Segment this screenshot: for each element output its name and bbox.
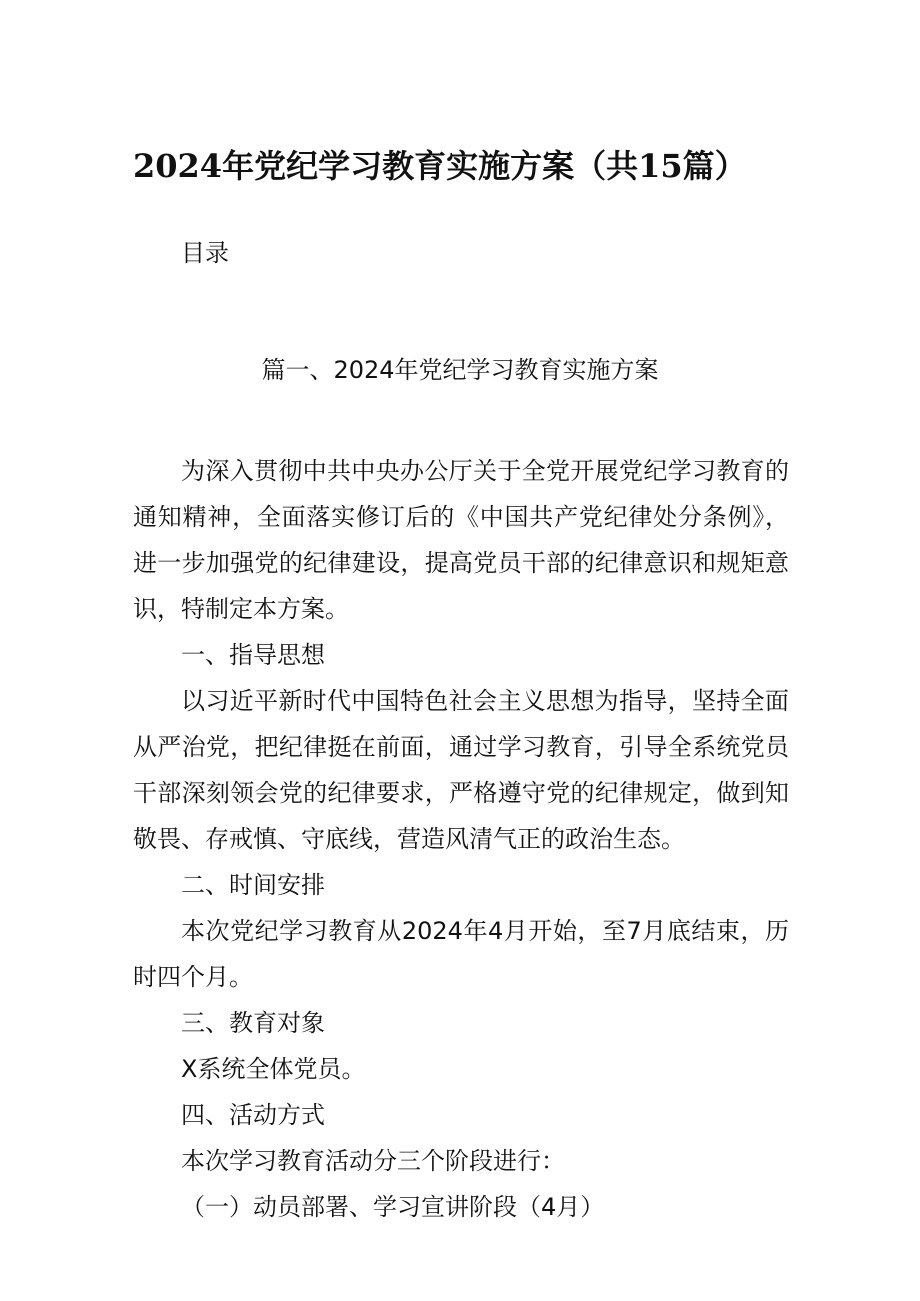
- heading-activity-method: 四、活动方式: [181, 1101, 325, 1129]
- document-title: 2024年党纪学习教育实施方案（共15篇）: [133, 147, 747, 185]
- subheading-phase-one: （一）动员部署、学习宣讲阶段（4月）: [181, 1193, 605, 1221]
- audience-paragraph: X系统全体党员。: [181, 1055, 366, 1083]
- intro-paragraph: 为深入贯彻中共中央办公厅关于全党开展党纪学习教育的通知精神，全面落实修订后的《中国共产党纪律处分条例》，进一步加强党的纪律建设，提高党员干部的纪律意识和规矩意识，特制定本方案。: [133, 457, 789, 623]
- schedule-paragraph: 本次党纪学习教育从2024年4月开始，至7月底结束，历时四个月。: [133, 917, 789, 991]
- activity-method-paragraph: 本次学习教育活动分三个阶段进行：: [181, 1147, 565, 1175]
- heading-audience: 三、教育对象: [181, 1009, 325, 1037]
- heading-guiding-ideology: 一、指导思想: [181, 641, 325, 669]
- heading-schedule: 二、时间安排: [181, 871, 325, 899]
- section-heading: 篇一、2024年党纪学习教育实施方案: [261, 356, 659, 384]
- guiding-ideology-paragraph: 以习近平新时代中国特色社会主义思想为指导，坚持全面从严治党，把纪律挺在前面，通过学习教育，引导全系统党员干部深刻领会党的纪律要求，严格遵守党的纪律规定，做到知敬畏、存戒慎、守底线，营造风清气正的政治生态。: [133, 687, 789, 853]
- document-body: [133, 448, 789, 1230]
- toc-label: 目录: [181, 239, 229, 267]
